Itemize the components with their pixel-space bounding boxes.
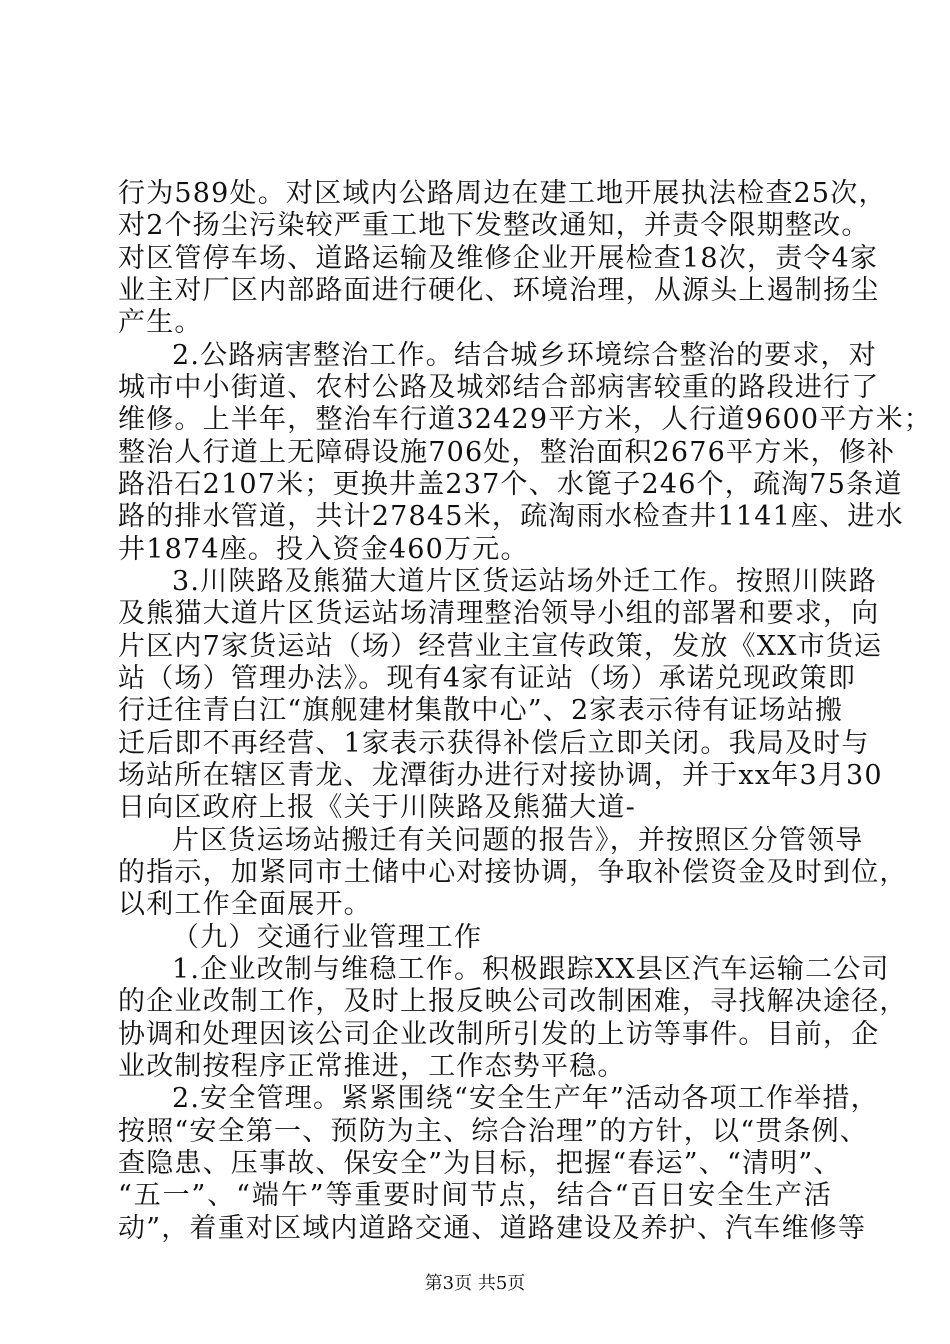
text-line: 维修。上半年，整治车行道32429平方米，人行道9600平方米； bbox=[118, 404, 933, 435]
text-line: 行迁往青白江“旗舰建材集散中心”、2家表示待有证场站搬 bbox=[118, 695, 844, 726]
text-line: 对2个扬尘污染较严重工地下发整改通知，并责令限期整改。 bbox=[118, 210, 870, 241]
paragraph-start: 1.企业改制与维稳工作。积极跟踪XX县区汽车运输二公司 bbox=[172, 954, 890, 985]
text-line: 按照“安全第一、预防为主、综合治理”的方针，以“贯条例、 bbox=[118, 1116, 869, 1147]
paragraph-start: 3.川陕路及熊猫大道片区货运站场外迁工作。按照川陕路 bbox=[172, 566, 877, 597]
paragraph-start: 片区货运场站搬迁有关问题的报告》，并按照区分管领导 bbox=[172, 825, 864, 856]
text-line: 行为589处。对区域内公路周边在建工地开展执法检查25次， bbox=[118, 178, 887, 209]
text-line: 的指示，加紧同市土储中心对接协调，争取补偿资金及时到位， bbox=[118, 857, 908, 888]
text-line: 及熊猫大道片区货运站场清理整治领导小组的部署和要求，向 bbox=[118, 598, 880, 629]
text-line: 业改制按程序正常推进，工作态势平稳。 bbox=[118, 1051, 626, 1082]
text-line: 协调和处理因该公司企业改制所引发的上访等事件。目前，企 bbox=[118, 1019, 880, 1050]
text-line: 的企业改制工作，及时上报反映公司改制困难，寻找解决途径， bbox=[118, 986, 908, 1017]
text-line: 动”，着重对区域内道路交通、道路建设及养护、汽车维修等 bbox=[118, 1213, 867, 1244]
text-line: 城市中小街道、农村公路及城郊结合部病害较重的路段进行了 bbox=[118, 372, 880, 403]
text-line: 路沿石2107米；更换井盖237个、水篦子246个，疏淘75条道 bbox=[118, 469, 903, 500]
text-line: 以利工作全面展开。 bbox=[118, 889, 372, 920]
text-line: 产生。 bbox=[118, 307, 203, 338]
text-line: 场站所在辖区青龙、龙潭街办进行对接协调，并于xx年3月30 bbox=[118, 760, 883, 791]
text-line: 井1874座。投入资金460万元。 bbox=[118, 534, 529, 565]
section-heading: （九）交通行业管理工作 bbox=[172, 922, 483, 953]
text-line: 对区管停车场、道路运输及维修企业开展检查18次，责令4家 bbox=[118, 243, 879, 274]
text-line: 查隐患、压事故、保安全”为目标，把握“春运”、“清明”、 bbox=[118, 1148, 842, 1179]
text-line: 迁后即不再经营、1家表示获得补偿后立即关闭。我局及时与 bbox=[118, 728, 870, 759]
text-line: 整治人行道上无障碍设施706处，整治面积2676平方米，修补 bbox=[118, 437, 896, 468]
text-line: 站（场）管理办法》。现有4家有证站（场）承诺兑现政策即 bbox=[118, 663, 857, 694]
paragraph-start: 2.安全管理。紧紧围绕“安全生产年”活动各项工作举措， bbox=[172, 1083, 879, 1114]
paragraph-start: 2.公路病害整治工作。结合城乡环境综合整治的要求，对 bbox=[172, 340, 877, 371]
text-line: 业主对厂区内部路面进行硬化、环境治理，从源头上遏制扬尘 bbox=[118, 275, 880, 306]
text-line: 片区内7家货运站（场）经营业主宣传政策，发放《XX市货运 bbox=[118, 631, 883, 662]
text-line: 路的排水管道，共计27845米，疏淘雨水检查井1141座、进水 bbox=[118, 501, 904, 532]
text-line: 日向区政府上报《关于川陕路及熊猫大道- bbox=[118, 792, 636, 823]
page-footer: 第3页 共5页 bbox=[424, 1273, 526, 1294]
text-line: “五一”、“端午”等重要时间节点，结合“百日安全生产活 bbox=[118, 1180, 832, 1211]
